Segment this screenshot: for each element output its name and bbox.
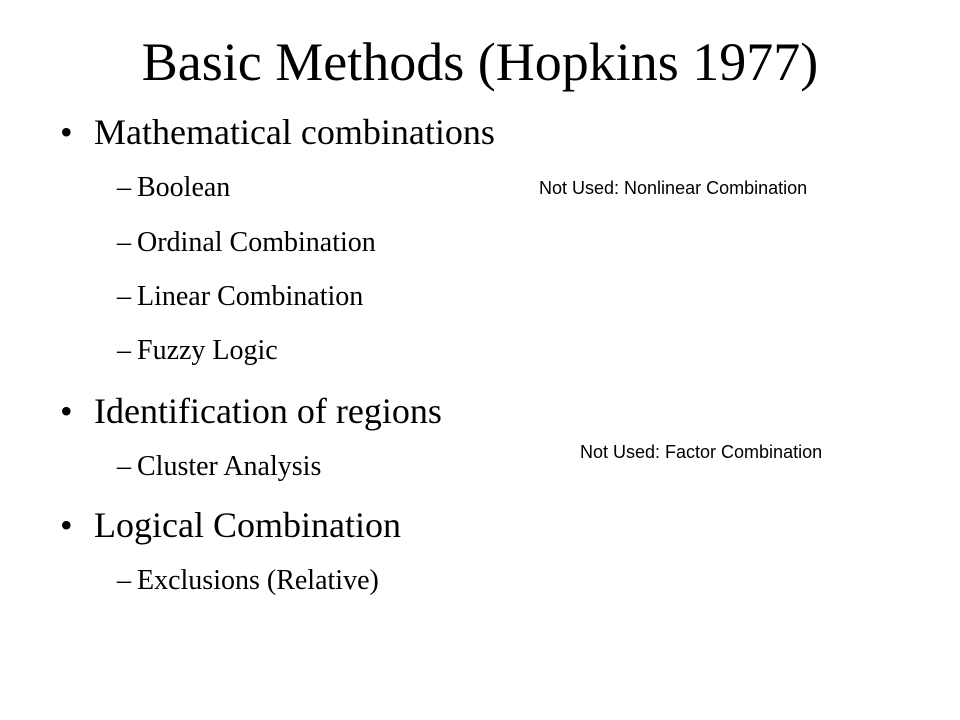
side-note: Not Used: Factor Combination — [580, 442, 823, 462]
sub-item-label: Ordinal Combination — [137, 227, 376, 258]
bullet-item — [60, 503, 401, 547]
side-note: Not Used: Nonlinear Combination — [539, 178, 808, 198]
sub-item — [117, 170, 230, 206]
sub-item — [117, 563, 379, 599]
dash-icon: – — [117, 172, 131, 203]
slide-title: Basic Methods (Hopkins 1977) — [141, 32, 819, 92]
sub-item-label: Linear Combination — [137, 281, 364, 312]
sub-item — [117, 225, 376, 261]
sub-item — [117, 449, 321, 485]
bullet-label: Mathematical combinations — [94, 112, 495, 152]
bullet-label: Logical Combination — [94, 505, 401, 545]
sub-item-label: Exclusions (Relative) — [137, 565, 379, 596]
bullet-label: Identification of regions — [94, 391, 442, 431]
bullet-item — [60, 389, 442, 433]
bullet-icon: • — [60, 391, 73, 431]
sub-item-label: Boolean — [137, 172, 231, 203]
dash-icon: – — [117, 281, 131, 312]
dash-icon: – — [117, 565, 131, 596]
bullet-icon: • — [60, 112, 73, 152]
sub-item-label: Fuzzy Logic — [137, 335, 278, 366]
sub-item-label: Cluster Analysis — [137, 451, 322, 482]
dash-icon: – — [117, 335, 131, 366]
bullet-item — [60, 110, 495, 154]
sub-item — [117, 279, 363, 315]
dash-icon: – — [117, 227, 131, 258]
sub-item — [117, 333, 278, 369]
dash-icon: – — [117, 451, 131, 482]
bullet-icon: • — [60, 505, 73, 545]
